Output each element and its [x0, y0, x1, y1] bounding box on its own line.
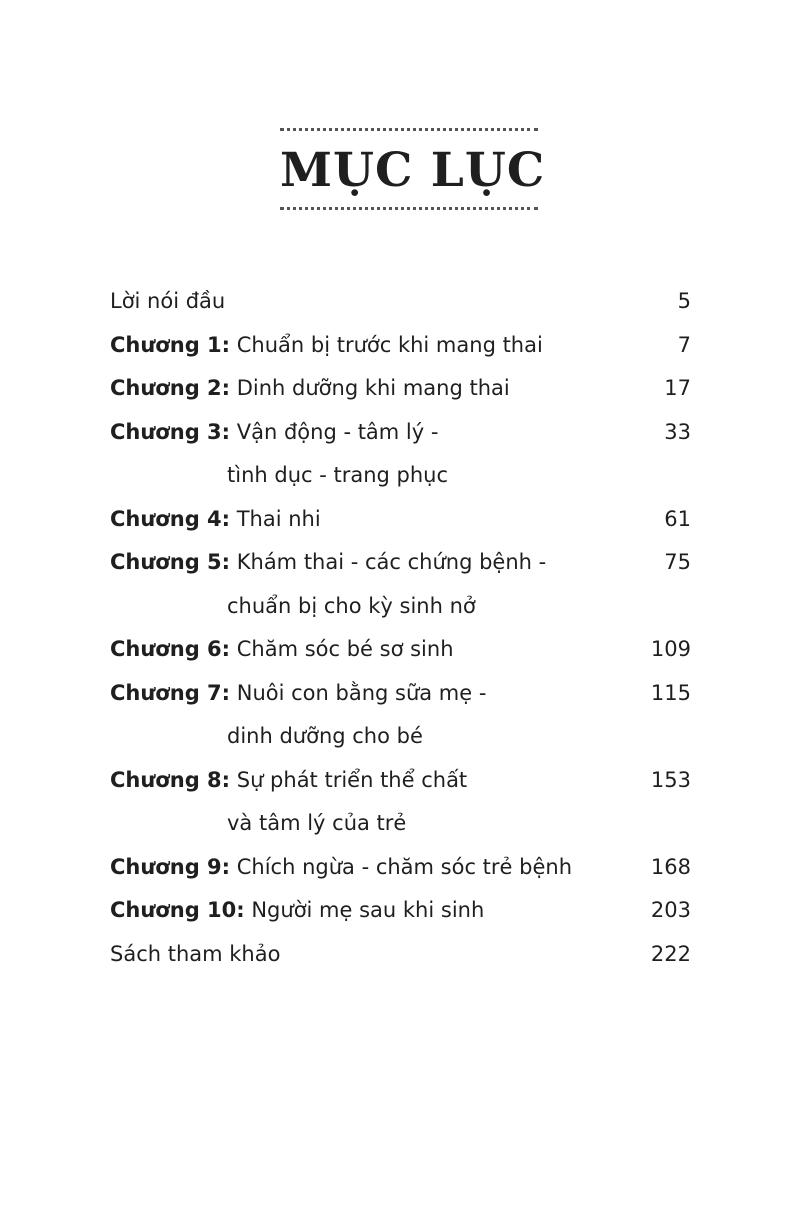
page-number: 5: [677, 289, 691, 313]
title-block: [280, 128, 546, 210]
chapter-label: Chương 6:: [110, 637, 231, 661]
chapter-title-continued: chuẩn bị cho kỳ sinh nở: [227, 593, 476, 618]
toc-entry-continued-line: [110, 454, 695, 498]
toc-entry: [110, 367, 695, 411]
chapter-title: Vận động - tâm lý -: [236, 419, 439, 444]
chapter-title: Thai nhi: [236, 506, 321, 531]
toc-entry-first-line: [110, 541, 695, 585]
chapter-title: Dinh dưỡng khi mang thai: [236, 376, 510, 400]
page-number: 222: [650, 941, 691, 966]
toc-entry-first-line: [110, 411, 695, 455]
page-number: 17: [664, 376, 691, 400]
toc-entry: [110, 846, 695, 890]
chapter-label: Chương 1:: [110, 332, 231, 357]
chapter-title-continued: tình dục - trang phục: [227, 463, 449, 487]
section-title: Sách tham khảo: [110, 941, 281, 966]
toc-entry: [110, 280, 695, 324]
toc-entry-first-line: [110, 889, 695, 933]
toc-entry-first-line: [110, 628, 695, 672]
toc-entry: [110, 541, 695, 628]
chapter-title-continued: và tâm lý của trẻ: [227, 811, 407, 835]
toc-entry-first-line: [110, 672, 695, 716]
toc-entry-first-line: [110, 498, 695, 542]
page-number: 115: [650, 680, 691, 705]
chapter-label: Chương 7:: [110, 680, 231, 705]
toc-entry-continued-line: [110, 585, 695, 629]
toc-entry-first-line: [110, 846, 695, 890]
toc-entry-first-line: [110, 324, 695, 368]
title-dotted-rule-top: [280, 128, 538, 131]
table-of-contents: [110, 280, 695, 976]
toc-entry: [110, 324, 695, 368]
chapter-label: Chương 4:: [110, 506, 231, 531]
chapter-title: Chăm sóc bé sơ sinh: [236, 637, 454, 661]
page-number: 33: [664, 419, 691, 444]
page-number: 7: [677, 332, 691, 357]
page-number: 75: [664, 550, 691, 574]
page-title: MỤC LỤC: [280, 143, 546, 198]
toc-entry-continued-line: [110, 715, 695, 759]
toc-entry-first-line: [110, 933, 695, 977]
toc-entry-first-line: [110, 367, 695, 411]
page-number: 203: [650, 898, 691, 922]
chapter-label: Chương 3:: [110, 419, 231, 444]
title-dotted-rule-bottom: [280, 207, 538, 210]
chapter-label: Chương 8:: [110, 767, 231, 792]
chapter-title: Khám thai - các chứng bệnh -: [236, 550, 547, 574]
toc-entry: [110, 628, 695, 672]
chapter-label: Chương 2:: [110, 376, 231, 400]
chapter-title: Nuôi con bằng sữa mẹ -: [236, 680, 487, 705]
toc-entry: [110, 889, 695, 933]
chapter-title: Người mẹ sau khi sinh: [251, 898, 485, 922]
toc-entry: [110, 672, 695, 759]
toc-entry-continued-line: [110, 802, 695, 846]
chapter-title: Chích ngừa - chăm sóc trẻ bệnh: [236, 854, 573, 879]
toc-entry: [110, 498, 695, 542]
chapter-title: Chuẩn bị trước khi mang thai: [236, 332, 543, 357]
chapter-title: Sự phát triển thể chất: [236, 767, 468, 792]
toc-entry: [110, 933, 695, 977]
toc-entry-first-line: [110, 759, 695, 803]
page-number: 168: [650, 854, 691, 879]
page-number: 61: [664, 506, 691, 531]
toc-entry-first-line: [110, 280, 695, 324]
chapter-label: Chương 5:: [110, 550, 231, 574]
toc-entry: [110, 411, 695, 498]
chapter-label: Chương 9:: [110, 854, 231, 879]
chapter-label: Chương 10:: [110, 898, 245, 922]
section-title: Lời nói đầu: [110, 289, 226, 313]
toc-entry: [110, 759, 695, 846]
page-number: 153: [650, 767, 691, 792]
page-number: 109: [650, 637, 691, 661]
chapter-title-continued: dinh dưỡng cho bé: [227, 724, 423, 748]
